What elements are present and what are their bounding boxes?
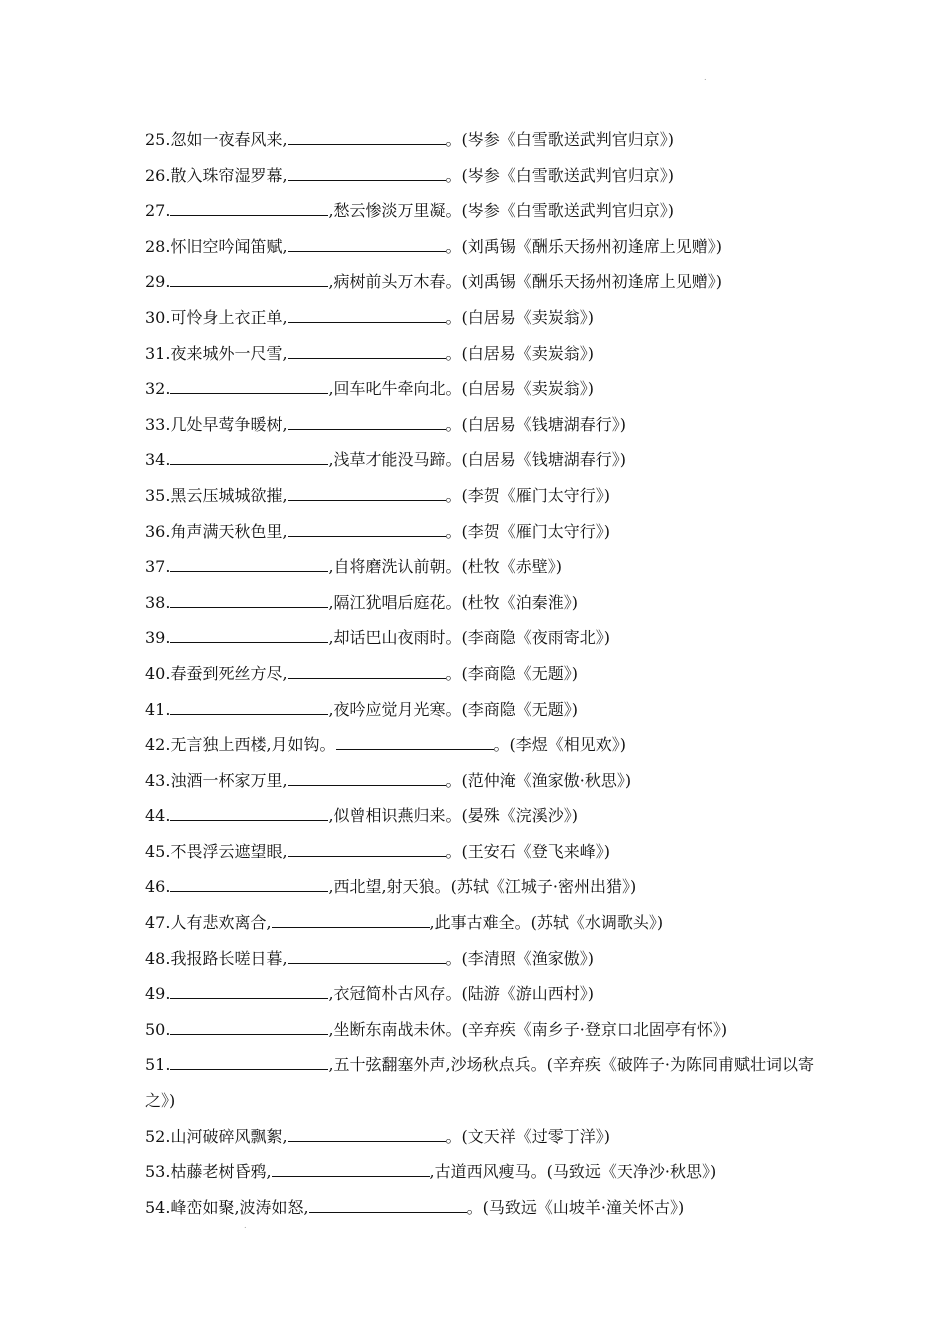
question-text-after: ,回车叱牛牵向北。(白居易《卖炭翁》) (328, 379, 595, 399)
question-text-after: ,愁云惨淡万里凝。(岑参《白雪歌送武判官归京》) (328, 201, 675, 221)
question-text-after: ,却话巴山夜雨时。(李商隐《夜雨寄北》) (328, 628, 611, 648)
answer-blank[interactable] (309, 1211, 467, 1213)
question-text-before: 可怜身上衣正单, (170, 307, 288, 327)
answer-blank[interactable] (170, 570, 328, 572)
question-item (145, 763, 815, 799)
question-item (145, 1119, 815, 1155)
question-text-before: 不畏浮云遮望眼, (170, 841, 288, 861)
question-text-before: 散入珠帘湿罗幕, (170, 165, 288, 185)
question-item (145, 1047, 815, 1118)
answer-blank[interactable] (288, 784, 446, 786)
answer-blank[interactable] (170, 819, 328, 821)
answer-blank[interactable] (170, 606, 328, 608)
question-item (145, 834, 815, 870)
question-text-after: 。(白居易《钱塘湖春行》) (445, 414, 627, 434)
question-number: 45. (145, 841, 171, 861)
question-item (145, 193, 815, 229)
question-text-before: 无言独上西楼,月如钩。 (170, 735, 336, 755)
question-text-before: 几处早莺争暖树, (170, 414, 288, 434)
question-item (145, 798, 815, 834)
answer-blank[interactable] (272, 926, 430, 928)
question-text-after: ,浅草才能没马蹄。(白居易《钱塘湖春行》) (328, 450, 627, 470)
question-item (145, 585, 815, 621)
question-number: 25. (145, 130, 171, 149)
question-number: 47. (145, 913, 171, 933)
question-text-after: ,夜吟应觉月光寒。(李商隐《无题》) (328, 699, 579, 719)
question-number: 49. (145, 984, 171, 1004)
question-number: 42. (145, 735, 171, 755)
question-number: 32. (145, 379, 171, 399)
answer-blank[interactable] (288, 250, 446, 252)
answer-blank[interactable] (288, 143, 446, 145)
question-number: 43. (145, 770, 171, 790)
question-number: 26. (145, 165, 171, 185)
answer-blank[interactable] (288, 321, 446, 323)
answer-blank[interactable] (170, 1033, 328, 1035)
answer-blank[interactable] (288, 499, 446, 501)
question-item (145, 656, 815, 692)
question-item (145, 158, 815, 194)
question-item (145, 941, 815, 977)
question-text-after: 。(文天祥《过零丁洋》) (445, 1126, 611, 1146)
question-number: 39. (145, 628, 171, 648)
question-text-before: 我报路长嗟日暮, (170, 948, 288, 968)
question-number: 33. (145, 414, 171, 434)
answer-blank[interactable] (170, 463, 328, 465)
question-item (145, 869, 815, 905)
question-text-after: ,似曾相识燕归来。(晏殊《浣溪沙》) (328, 806, 579, 826)
question-number: 40. (145, 663, 171, 683)
answer-blank[interactable] (170, 713, 328, 715)
question-text-after: 。(李贺《雁门太守行》) (445, 485, 611, 505)
question-item (145, 371, 815, 407)
question-number: 31. (145, 343, 171, 363)
question-number: 46. (145, 877, 171, 897)
question-text-after: 。(李贺《雁门太守行》) (445, 521, 611, 541)
question-number: 30. (145, 307, 171, 327)
question-text-before: 怀旧空吟闻笛赋, (170, 236, 288, 256)
question-text-after: 。(刘禹锡《酬乐天扬州初逢席上见赠》) (445, 236, 723, 256)
question-item (145, 514, 815, 550)
question-text-before: 枯藤老树昏鸦, (170, 1162, 272, 1182)
question-number: 28. (145, 236, 171, 256)
page-mark-top: . (704, 73, 707, 82)
question-text-before: 角声满天秋色里, (170, 521, 288, 541)
answer-blank[interactable] (288, 428, 446, 430)
question-text-after: ,西北望,射天狼。(苏轼《江城子·密州出猎》) (328, 877, 637, 897)
question-text-before: 人有悲欢离合, (170, 913, 272, 933)
answer-blank[interactable] (288, 357, 446, 359)
question-text-before: 春蚕到死丝方尽, (170, 663, 288, 683)
question-number: 53. (145, 1162, 171, 1182)
question-item (145, 442, 815, 478)
question-item (145, 229, 815, 265)
question-text-after: ,五十弦翻塞外声,沙场秋点兵。(辛弃疾《破阵子·为陈同甫赋壮词以寄之》) (145, 1055, 814, 1111)
answer-blank[interactable] (170, 1068, 328, 1070)
fill-in-question-list (145, 122, 815, 1225)
question-text-before: 山河破碎风飘絮, (170, 1126, 288, 1146)
question-text-after: ,此事古难全。(苏轼《水调歌头》) (429, 913, 664, 933)
answer-blank[interactable] (288, 1140, 446, 1142)
question-item (145, 122, 815, 158)
question-item (145, 1154, 815, 1190)
answer-blank[interactable] (288, 677, 446, 679)
question-number: 50. (145, 1019, 171, 1039)
answer-blank[interactable] (288, 535, 446, 537)
question-text-after: 。(白居易《卖炭翁》) (445, 343, 595, 363)
question-item (145, 976, 815, 1012)
answer-blank[interactable] (170, 285, 328, 287)
question-text-after: 。(马致远《山坡羊·潼关怀古》) (466, 1197, 685, 1217)
question-text-before: 峰峦如聚,波涛如怒, (170, 1197, 309, 1217)
question-item (145, 727, 815, 763)
question-number: 44. (145, 806, 171, 826)
question-number: 37. (145, 557, 171, 577)
question-text-after: ,坐断东南战未休。(辛弃疾《南乡子·登京口北固亭有怀》) (328, 1019, 728, 1039)
question-item (145, 905, 815, 941)
answer-blank[interactable] (170, 997, 328, 999)
question-text-after: 。(岑参《白雪歌送武判官归京》) (445, 165, 675, 185)
answer-blank[interactable] (288, 962, 446, 964)
question-item (145, 336, 815, 372)
question-item (145, 264, 815, 300)
question-item (145, 692, 815, 728)
question-text-after: ,病树前头万木春。(刘禹锡《酬乐天扬州初逢席上见赠》) (328, 272, 723, 292)
question-number: 38. (145, 592, 171, 612)
question-text-after: ,隔江犹唱后庭花。(杜牧《泊秦淮》) (328, 592, 579, 612)
question-text-after: ,古道西风瘦马。(马致远《天净沙·秋思》) (429, 1162, 717, 1182)
answer-blank[interactable] (170, 641, 328, 643)
question-item (145, 407, 815, 443)
question-text-after: 。(李煜《相见欢》) (493, 735, 627, 755)
answer-blank[interactable] (336, 748, 494, 750)
question-text-after: ,衣冠简朴古风存。(陆游《游山西村》) (328, 984, 595, 1004)
question-number: 29. (145, 272, 171, 292)
question-item (145, 620, 815, 656)
question-text-before: 浊酒一杯家万里, (170, 770, 288, 790)
question-text-before: 忽如一夜春风来, (170, 130, 288, 149)
question-item (145, 1012, 815, 1048)
question-text-before: 夜来城外一尺雪, (170, 343, 288, 363)
question-number: 35. (145, 485, 171, 505)
question-text-after: 。(王安石《登飞来峰》) (445, 841, 611, 861)
question-number: 34. (145, 450, 171, 470)
question-text-after: 。(李商隐《无题》) (445, 663, 579, 683)
question-text-after: 。(范仲淹《渔家傲·秋思》) (445, 770, 632, 790)
answer-blank[interactable] (272, 1175, 430, 1177)
question-number: 41. (145, 699, 171, 719)
answer-blank[interactable] (288, 179, 446, 181)
question-item (145, 549, 815, 585)
question-number: 54. (145, 1197, 171, 1217)
question-text-after: ,自将磨洗认前朝。(杜牧《赤壁》) (328, 557, 563, 577)
question-number: 27. (145, 201, 171, 221)
question-number: 51. (145, 1055, 171, 1075)
question-text-before: 黑云压城城欲摧, (170, 485, 288, 505)
question-number: 52. (145, 1126, 171, 1146)
question-text-after: 。(李清照《渔家傲》) (445, 948, 595, 968)
answer-blank[interactable] (170, 392, 328, 394)
question-item (145, 478, 815, 514)
page-mark-bottom: . (244, 1221, 247, 1230)
question-number: 48. (145, 948, 171, 968)
question-text-after: 。(岑参《白雪歌送武判官归京》) (445, 130, 675, 149)
question-item (145, 300, 815, 336)
answer-blank[interactable] (170, 890, 328, 892)
answer-blank[interactable] (288, 855, 446, 857)
answer-blank[interactable] (170, 214, 328, 216)
question-number: 36. (145, 521, 171, 541)
question-text-after: 。(白居易《卖炭翁》) (445, 307, 595, 327)
